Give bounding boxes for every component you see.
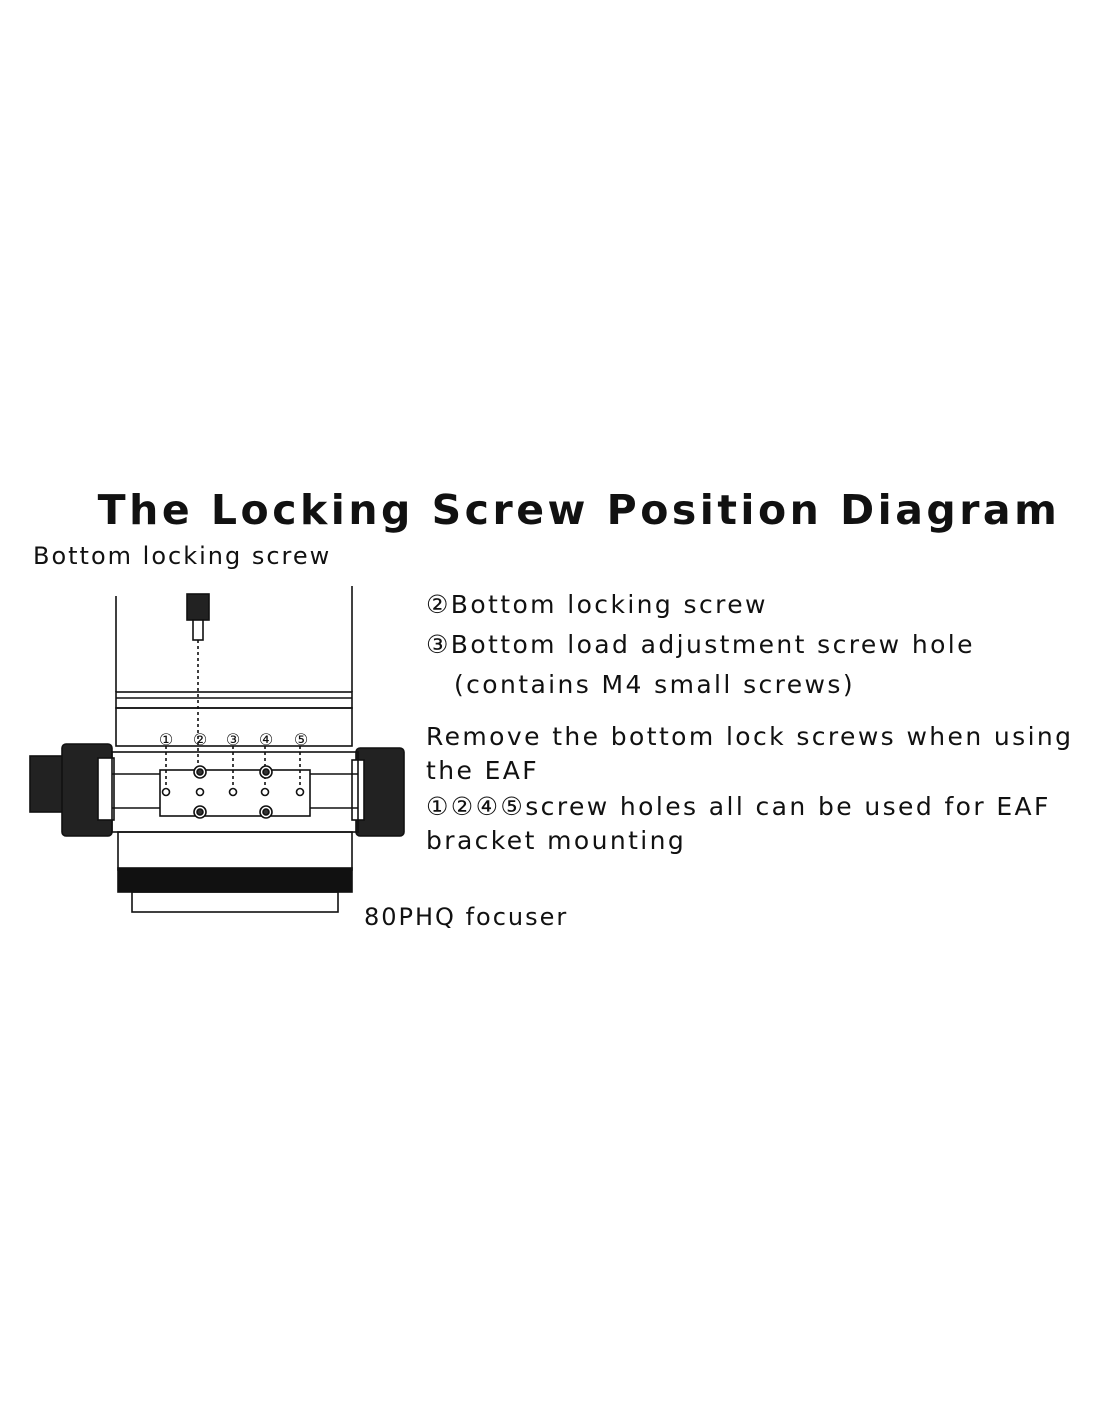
note-eaf-mounting: ①②④⑤screw holes all can be used for EAF bracket mounting	[426, 792, 1051, 855]
lock-ring	[118, 868, 352, 892]
note-item-3: ③Bottom load adjustment screw hole	[426, 630, 975, 659]
hole-marker-1: ①	[158, 730, 174, 749]
left-focus-knob	[30, 744, 114, 836]
diagram-title: The Locking Screw Position Diagram	[97, 486, 1061, 534]
screw-hole-3	[230, 789, 237, 796]
hole-marker-3: ③	[225, 730, 241, 749]
focuser-label: 80PHQ focuser	[364, 903, 569, 931]
note-remove-screws: Remove the bottom lock screws when using the EAF	[426, 722, 1074, 785]
hole-marker-2: ②	[192, 730, 208, 749]
lower-collar	[118, 832, 352, 870]
note-item-3-detail: (contains M4 small screws)	[454, 670, 855, 699]
screw-hole-2	[197, 789, 204, 796]
bottom-adapter	[132, 892, 338, 912]
notes-panel	[426, 588, 1096, 858]
note-item-2: ②Bottom locking screw	[426, 590, 768, 619]
screw-hole-1	[163, 789, 170, 796]
bottom-locking-screw	[187, 594, 209, 640]
hole-marker-5: ⑤	[293, 730, 309, 749]
hole-marker-4: ④	[258, 730, 274, 749]
upper-body-band	[116, 692, 352, 708]
screw-hole-5	[297, 789, 304, 796]
bottom-locking-screw-label: Bottom locking screw	[33, 542, 332, 570]
right-focus-knob	[352, 748, 404, 836]
screw-hole-4	[262, 789, 269, 796]
